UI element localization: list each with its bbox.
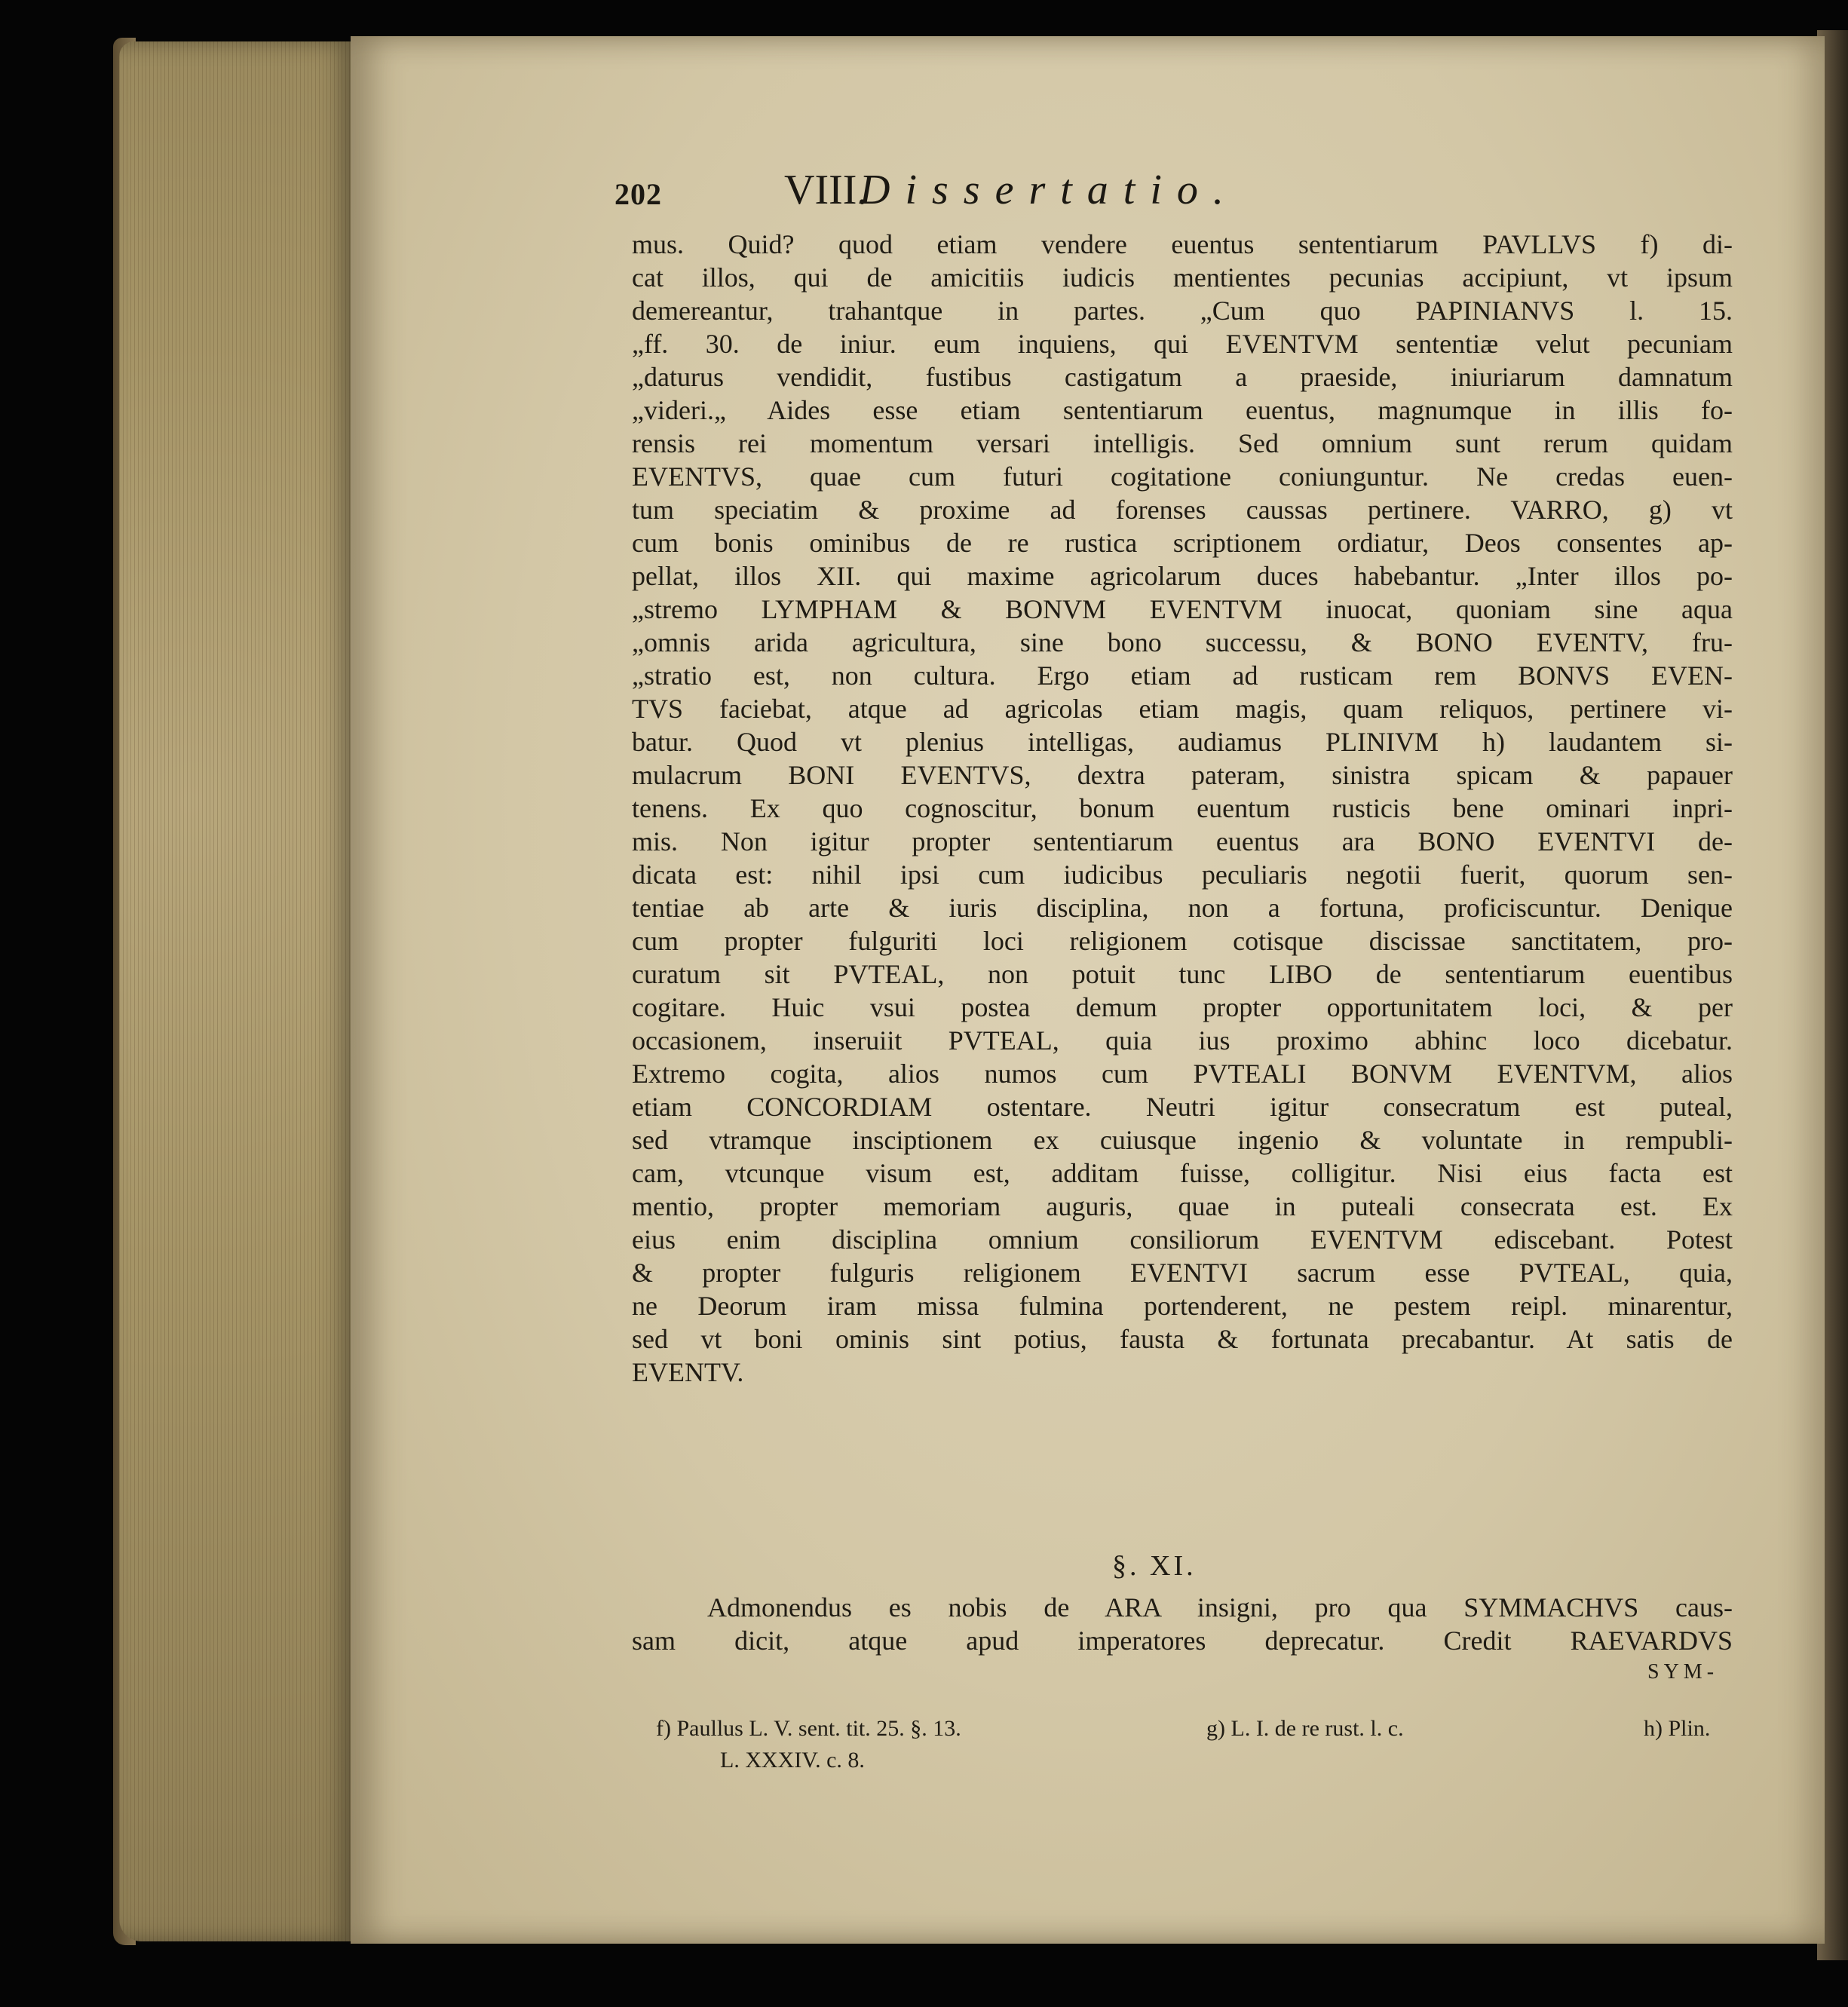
text-line: mentio, propter memoriam auguris, quae in puteali consecrata est. Ex [632, 1191, 1733, 1221]
text-line: EVENTV. [632, 1357, 744, 1387]
text-line: curatum sit PVTEAL, non potuit tunc LIBO de sententiarum euentibus [632, 959, 1733, 989]
footnote-g: g) L. I. de re rust. l. c. [1206, 1716, 1404, 1741]
footnote-line [656, 1745, 1734, 1776]
text-line: mus. Quid? quod etiam vendere euentus sententiarum PAVLLVS f) di- [632, 229, 1733, 259]
running-head [614, 166, 1745, 219]
text-line: & propter fulguris religionem EVENTVI sacrum esse PVTEAL, quia, [632, 1258, 1733, 1288]
text-line: Admonendus es nobis de ARA insigni, pro qua SYMMACHVS caus- [707, 1592, 1733, 1622]
footnote-f-continuation: L. XXXIV. c. 8. [720, 1748, 865, 1773]
text-line: „videri.„ Aides esse etiam sententiarum euentus, magnumque in illis fo- [632, 395, 1733, 425]
text-line: sed vt boni ominis sint potius, fausta & fortunata precabantur. At satis de [632, 1324, 1733, 1354]
text-line: „ff. 30. de iniur. eum inquiens, qui EVENTVM sententiæ velut pecuniam [632, 329, 1733, 359]
section-text [632, 1591, 1733, 1657]
text-line: etiam CONCORDIAM ostentare. Neutri igitur consecratum est puteal, [632, 1092, 1733, 1122]
section-heading: §. XI. [1112, 1550, 1197, 1582]
text-line: dicata est: nihil ipsi cum iudicibus peculiaris negotii fuerit, quorum sen- [632, 859, 1733, 890]
page-number: 202 [614, 177, 662, 211]
text-line: tenens. Ex quo cognoscitur, bonum euentum rusticis bene ominari inpri- [632, 793, 1733, 823]
text-line: tum speciatim & proxime ad forenses caussas pertinere. VARRO, g) vt [632, 495, 1733, 525]
running-title: Dissertatio. [860, 167, 1239, 213]
text-line: mis. Non igitur propter sententiarum euentus ara BONO EVENTVI de- [632, 826, 1733, 856]
footnote-f: f) Paullus L. V. sent. tit. 25. §. 13. [656, 1716, 961, 1741]
text-line: cum bonis ominibus de re rustica scriptionem ordiatur, Deos consentes ap- [632, 528, 1733, 558]
footnotes [656, 1713, 1734, 1776]
dissertation-number: VIII. [784, 167, 868, 213]
text-line: cam, vtcunque visum est, additam fuisse, colligitur. Nisi eius facta est [632, 1158, 1733, 1188]
text-line: „stremo LYMPHAM & BONVM EVENTVM inuocat, quoniam sine aqua [632, 594, 1733, 624]
text-line: cat illos, qui de amicitiis iudicis mentientes pecunias accipiunt, vt ipsum [632, 262, 1733, 293]
text-line: rensis rei momentum versari intelligis. Sed omnium sunt rerum quidam [632, 428, 1733, 458]
text-line: cum propter fulguriti loci religionem cotisque discissae sanctitatem, pro- [632, 926, 1733, 956]
footnote-h: h) Plin. [1644, 1716, 1711, 1741]
text-line: eius enim disciplina omnium consiliorum EVENTVM ediscebant. Potest [632, 1224, 1733, 1255]
body-text [632, 228, 1733, 1389]
footnote-line [656, 1713, 1734, 1745]
text-line: ne Deorum iram missa fulmina portenderent, ne pestem reipl. minarentur, [632, 1291, 1733, 1321]
text-line: sed vtramque insciptionem ex cuiusque ingenio & voluntate in rempubli- [632, 1125, 1733, 1155]
text-line: „omnis arida agricultura, sine bono successu, & BONO EVENTV, fru- [632, 627, 1733, 657]
text-line: pellat, illos XII. qui maxime agricolarum duces habebantur. „Inter illos po- [632, 561, 1733, 591]
text-line: EVENTVS, quae cum futuri cogitatione coniunguntur. Ne credas euen- [632, 461, 1733, 492]
text-line: batur. Quod vt plenius intelligas, audiamus PLINIVM h) laudantem si- [632, 727, 1733, 757]
text-line: TVS faciebat, atque ad agricolas etiam magis, quam reliquos, pertinere vi- [632, 694, 1733, 724]
text-line: demereantur, trahantque in partes. „Cum quo PAPINIANVS l. 15. [632, 296, 1733, 326]
text-line: tentiae ab arte & iuris disciplina, non a fortuna, proficiscuntur. Denique [632, 893, 1733, 923]
text-line: sam dicit, atque apud imperatores deprecatur. Credit RAEVARDVS [632, 1626, 1733, 1656]
text-line: „stratio est, non cultura. Ergo etiam ad rusticam rem BONVS EVEN- [632, 660, 1733, 691]
catchword: SYM- [1647, 1660, 1719, 1684]
text-line: mulacrum BONI EVENTVS, dextra pateram, sinistra spicam & papauer [632, 760, 1733, 790]
text-line: Extremo cogita, alios numos cum PVTEALI BONVM EVENTVM, alios [632, 1059, 1733, 1089]
book-fore-edge [119, 41, 357, 1941]
text-line: occasionem, inseruiit PVTEAL, quia ius proximo abhinc loco dicebatur. [632, 1025, 1733, 1056]
text-line: cogitare. Huic vsui postea demum propter opportunitatem loci, & per [632, 992, 1733, 1022]
text-line: „daturus vendidit, fustibus castigatum a praeside, iniuriarum damnatum [632, 362, 1733, 392]
